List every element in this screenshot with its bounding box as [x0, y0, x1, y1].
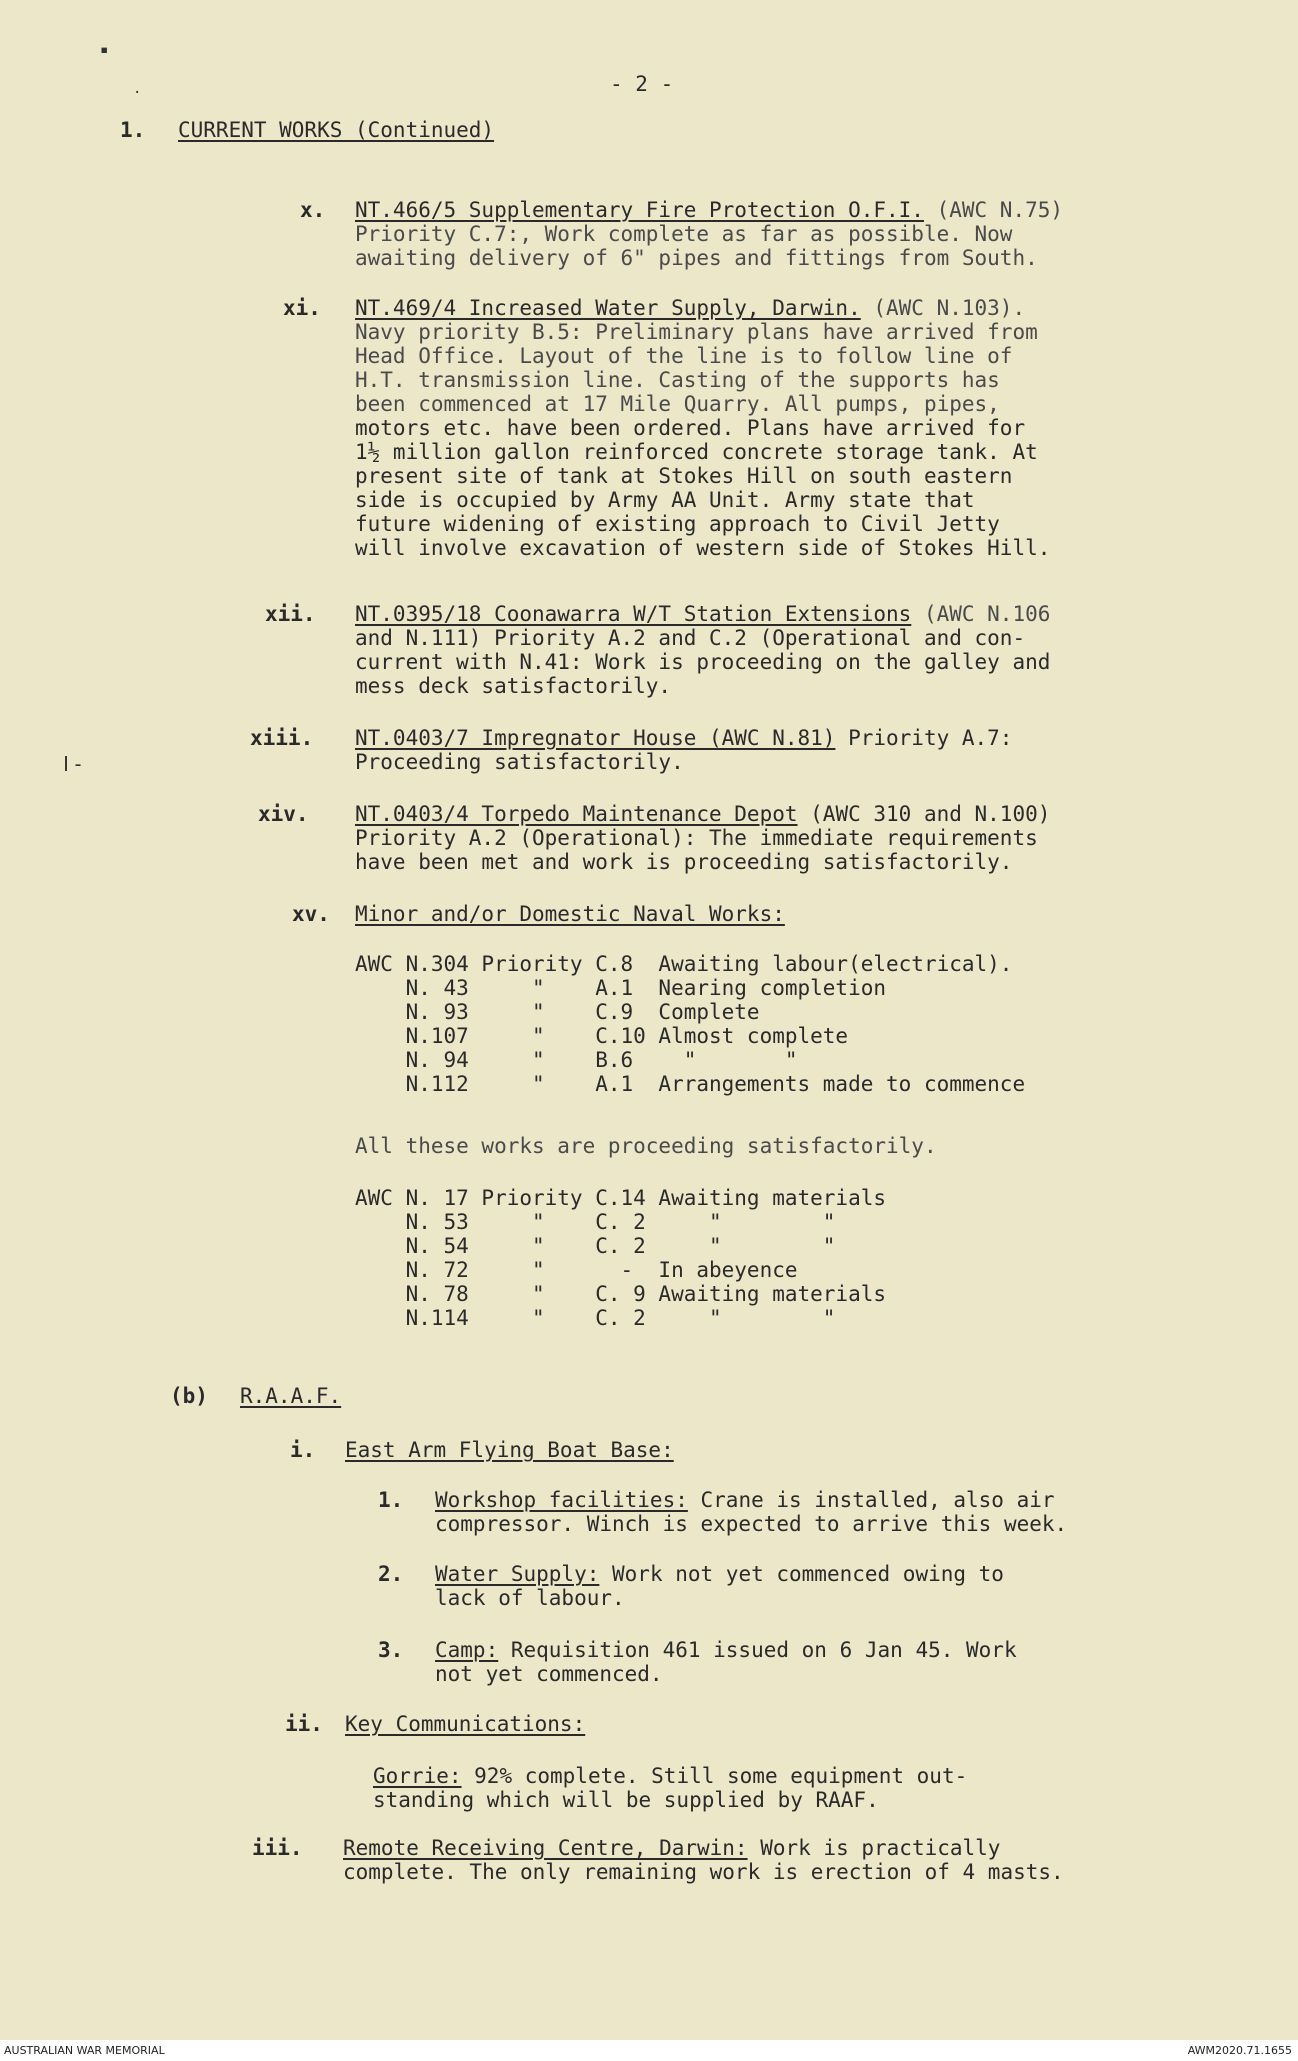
sub-item-title-line: [435, 1638, 1017, 1662]
item-title: NT.0403/7 Impregnator House (AWC N.81): [355, 726, 836, 750]
item-title-line: [355, 902, 785, 926]
sub-item-rest: Requisition 461 issued on 6 Jan 45. Work: [498, 1638, 1017, 1662]
stray-mark: ▪: [100, 42, 109, 58]
item-title: Minor and/or Domestic Naval Works:: [355, 902, 785, 926]
item-number: xv.: [292, 902, 330, 926]
item-title: NT.466/5 Supplementary Fire Protection O.F.I.: [355, 198, 924, 222]
item-title: NT.0395/18 Coonawarra W/T Station Extensions: [355, 602, 912, 626]
sub-item-rest: Work not yet commenced owing to: [599, 1562, 1004, 1586]
item-number: xiv.: [258, 802, 309, 826]
gorrie-line-2: standing which will be supplied by RAAF.: [373, 1788, 879, 1812]
footer-institution: AUSTRALIAN WAR MEMORIAL: [4, 2044, 165, 2057]
sub-item-title-line: [435, 1562, 1004, 1586]
item-text-line: will involve excavation of western side of Stokes Hill.: [355, 536, 1051, 560]
item-text-line: mess deck satisfactorily.: [355, 674, 672, 698]
sub-item-text-line: lack of labour.: [435, 1586, 625, 1610]
item-title-line: [355, 802, 1050, 826]
item-text-line: 1½ million gallon reinforced concrete storage tank. At: [355, 440, 1038, 464]
item-text-line: Head Office. Layout of the line is to follow line of: [355, 344, 1013, 368]
item-title-rest: (AWC N.103).: [860, 296, 1026, 320]
sub-item-number: 2.: [378, 1562, 404, 1586]
works-table-row: N. 94 " B.6 " ": [355, 1048, 798, 1072]
archive-footer: [0, 2040, 1298, 2061]
sub-item-title: Workshop facilities:: [435, 1488, 688, 1512]
works-table-row: N. 93 " C.9 Complete: [355, 1000, 760, 1024]
works-table-row: N.107 " C.10 Almost complete: [355, 1024, 849, 1048]
item-number: xii.: [265, 602, 316, 626]
item-text-line: have been met and work is proceeding satisfactorily.: [355, 850, 1013, 874]
item-number: x.: [300, 198, 326, 222]
item-text-line: complete. The only remaining work is erection of 4 masts.: [343, 1860, 1064, 1884]
item-title: NT.469/4 Increased Water Supply, Darwin.: [355, 296, 861, 320]
works-table-row: N. 53 " C. 2 " ": [355, 1210, 836, 1234]
item-title: East Arm Flying Boat Base:: [345, 1438, 674, 1462]
item-number: i.: [290, 1438, 316, 1462]
page-number: - 2 -: [610, 72, 674, 96]
works-table-row: N. 72 " - In abeyence: [355, 1258, 798, 1282]
margin-mark: ǀ-: [60, 752, 85, 776]
sub-item-text-line: compressor. Winch is expected to arrive this week.: [435, 1512, 1068, 1536]
gorrie-rest: 92% complete. Still some equipment out-: [461, 1764, 968, 1788]
section-heading: CURRENT WORKS (Continued): [178, 118, 495, 142]
item-number: xi.: [283, 296, 321, 320]
item-title-rest: (AWC 310 and N.100): [797, 802, 1051, 826]
item-text-line: current with N.41: Work is proceeding on the galley and: [355, 650, 1051, 674]
item-title: Remote Receiving Centre, Darwin:: [343, 1836, 748, 1860]
item-text-line: H.T. transmission line. Casting of the supports has: [355, 368, 1000, 392]
works-table-row: N. 54 " C. 2 " ": [355, 1234, 836, 1258]
item-number: xiii.: [250, 726, 314, 750]
item-title-line: [355, 726, 1012, 750]
item-text-line: Navy priority B.5: Preliminary plans have arrived from: [355, 320, 1038, 344]
stray-mark: ·: [133, 85, 142, 101]
item-number: iii.: [252, 1836, 303, 1860]
works-table-row: N.112 " A.1 Arrangements made to commence: [355, 1072, 1026, 1096]
sub-item-title-line: [435, 1488, 1055, 1512]
item-text-line: and N.111) Priority A.2 and C.2 (Operational and con-: [355, 626, 1026, 650]
item-text-line: Proceeding satisfactorily.: [355, 750, 684, 774]
works-table-row: AWC N.304 Priority C.8 Awaiting labour(electrical).: [355, 952, 1013, 976]
item-text-line: future widening of existing approach to Civil Jetty: [355, 512, 1000, 536]
works-note: All these works are proceeding satisfactorily.: [355, 1134, 937, 1158]
works-table-row: N. 43 " A.1 Nearing completion: [355, 976, 887, 1000]
item-text-line: Priority A.2 (Operational): The immediate requirements: [355, 826, 1038, 850]
sub-item-rest: Crane is installed, also air: [687, 1488, 1055, 1512]
footer-accession: AWM2020.71.1655: [1187, 2044, 1292, 2057]
item-title-rest: (AWC N.75): [923, 198, 1064, 222]
heading-number: 1.: [120, 118, 146, 142]
item-title: NT.0403/4 Torpedo Maintenance Depot: [355, 802, 798, 826]
item-title-line: [355, 296, 1025, 320]
works-table-row: N.114 " C. 2 " ": [355, 1306, 836, 1330]
gorrie-line: [373, 1764, 967, 1788]
item-title-line: [343, 1836, 1000, 1860]
section-title: R.A.A.F.: [240, 1384, 342, 1408]
item-text-line: motors etc. have been ordered. Plans have arrived for: [355, 416, 1026, 440]
sub-item-title: Water Supply:: [435, 1562, 600, 1586]
item-title-rest: Priority A.7:: [835, 726, 1013, 750]
item-text-line: side is occupied by Army AA Unit. Army state that: [355, 488, 975, 512]
item-title-line: [355, 602, 1050, 626]
sub-item-number: 3.: [378, 1638, 404, 1662]
section-label: (b): [170, 1384, 208, 1408]
item-title-rest: (AWC N.106: [911, 602, 1051, 626]
works-table-row: AWC N. 17 Priority C.14 Awaiting materials: [355, 1186, 887, 1210]
item-number: ii.: [285, 1712, 323, 1736]
item-text-line: present site of tank at Stokes Hill on south eastern: [355, 464, 1013, 488]
item-text-line: Priority C.7:, Work complete as far as possible. Now: [355, 222, 1013, 246]
item-title-rest: Work is practically: [747, 1836, 1001, 1860]
sub-item-number: 1.: [378, 1488, 404, 1512]
item-text-line: been commenced at 17 Mile Quarry. All pumps, pipes,: [355, 392, 1000, 416]
item-title-line: [355, 198, 1063, 222]
gorrie-title: Gorrie:: [373, 1764, 462, 1788]
sub-item-title: Camp:: [435, 1638, 499, 1662]
works-table-row: N. 78 " C. 9 Awaiting materials: [355, 1282, 887, 1306]
item-text-line: awaiting delivery of 6" pipes and fittings from South.: [355, 246, 1038, 270]
sub-item-text-line: not yet commenced.: [435, 1662, 663, 1686]
item-title: Key Communications:: [345, 1712, 586, 1736]
